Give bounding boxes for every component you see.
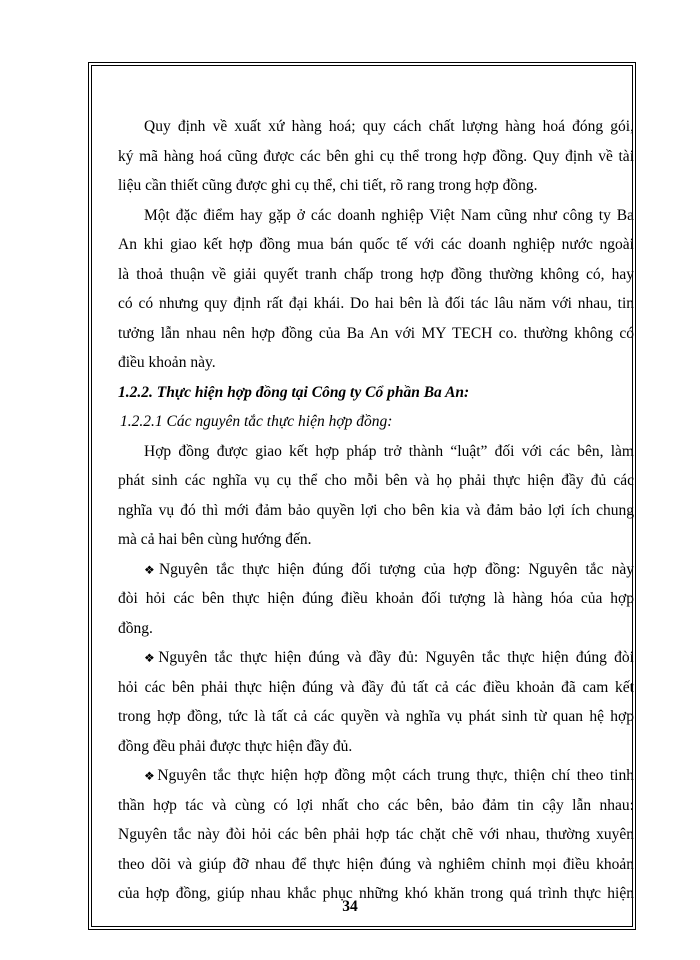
paragraph-line: tưởng lẫn nhau nên hợp đồng của Ba An với MY TECH co. thường không có	[118, 324, 634, 342]
bullet-line	[118, 761, 634, 791]
paragraph-line: đồng đều phải được thực hiện đầy đủ.	[118, 737, 353, 755]
paragraph-line: Nguyên tắc này đòi hỏi các bên phải hợp tác chặt chẽ với nhau, thường xuyên	[118, 826, 634, 843]
document-body	[118, 112, 634, 909]
bullet-text: Nguyên tắc thực hiện đúng đối tượng của hợp đồng: Nguyên tắc này	[158, 560, 634, 578]
paragraph-line: là thoả thuận về giải quyết tranh chấp trong hợp đồng thường không có, hay	[118, 265, 634, 283]
paragraph-line: trong hợp đồng, tức là tất cả các quyền và nghĩa vụ phát sinh từ quan hệ hợp	[118, 708, 634, 725]
paragraph-line: An khi giao kết hợp đồng mua bán quốc tế với các doanh nghiệp nước ngoài	[118, 236, 634, 253]
paragraph-line: có có nhưng quy định rất đại khái. Do hai bên là đối tác lâu năm với nhau, tin	[118, 295, 634, 312]
bullet-line	[118, 643, 634, 673]
paragraph-line: của hợp đồng, giúp nhau khắc phục những khó khăn trong quá trình thực hiện	[118, 885, 634, 902]
paragraph-line: Hợp đồng được giao kết hợp pháp trở thành “luật” đối với các bên, làm	[144, 442, 634, 460]
paragraph-line: Một đặc điểm hay gặp ở các doanh nghiệp Việt Nam cũng như công ty Ba	[144, 206, 634, 224]
section-heading: 1.2.2. Thực hiện hợp đồng tại Công ty Cổ phần Ba An:	[118, 383, 470, 401]
paragraph-line: nghĩa vụ đó thì mới đảm bảo quyền lợi cho bên kia và đảm bảo lợi ích chung	[118, 501, 634, 519]
bullet-line	[118, 555, 634, 585]
paragraph-line: mà cả hai bên cùng hướng đến.	[118, 531, 312, 548]
paragraph-line: Quy định về xuất xứ hàng hoá; quy cách chất lượng hàng hoá đóng gói,	[144, 118, 634, 135]
subsection-heading: 1.2.2.1 Các nguyên tắc thực hiện hợp đồng:	[120, 413, 393, 430]
page-number: 34	[342, 898, 358, 915]
diamond-bullet-icon: ❖	[144, 562, 158, 577]
paragraph-line: đồng.	[118, 619, 153, 637]
paragraph-line: điều khoản này.	[118, 354, 216, 371]
bullet-text: Nguyên tắc thực hiện đúng và đầy đủ: Nguyên tắc thực hiện đúng đòi	[158, 649, 634, 666]
paragraph-line: ký mã hàng hoá cũng được các bên ghi cụ thể trong hợp đồng. Quy định về tài	[118, 147, 634, 165]
paragraph-line: theo dõi và giúp đỡ nhau để thực hiện đúng và nghiêm chỉnh mọi điều khoản	[118, 855, 634, 873]
paragraph-line: hỏi các bên phải thực hiện đúng và đầy đủ tất cả các điều khoản đã cam kết	[118, 678, 634, 696]
paragraph-line: thần hợp tác và cùng có lợi nhất cho các bên, bảo đảm tin cậy lẫn nhau:	[118, 796, 634, 814]
bullet-text: Nguyên tắc thực hiện hợp đồng một cách trung thực, thiện chí theo tinh	[157, 767, 634, 784]
diamond-bullet-icon: ❖	[144, 651, 158, 665]
diamond-bullet-icon: ❖	[144, 769, 157, 783]
paragraph-line: liệu cần thiết cũng được ghi cụ thể, chi tiết, rõ rang trong hợp đồng.	[118, 177, 538, 194]
paragraph-line: đòi hỏi các bên thực hiện đúng điều khoản đối tượng là hàng hóa của hợp	[118, 590, 634, 607]
paragraph-line: phát sinh các nghĩa vụ cụ thể cho mỗi bên và họ phải thực hiện đầy đủ các	[118, 472, 634, 489]
